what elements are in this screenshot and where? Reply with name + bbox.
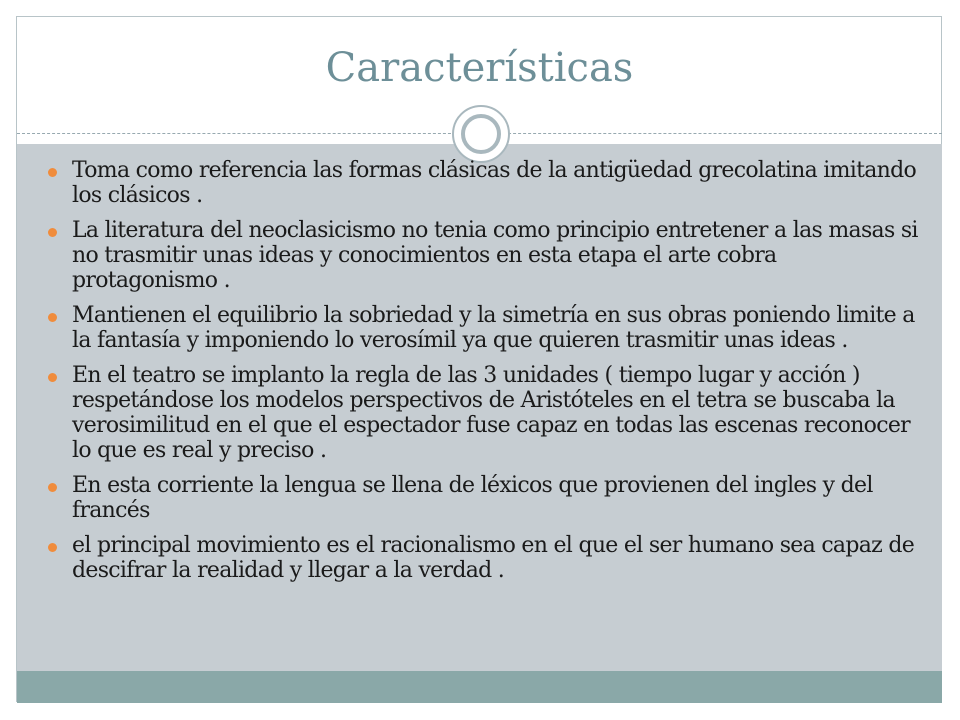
bullet-item: [48, 473, 918, 523]
ring-icon: [452, 105, 510, 163]
bullet-text: Mantienen el equilibrio la sobriedad y la simetría en sus obras poniendo limite a la fantasía y imponiendo lo verosímil ya que quieren trasmitir unas ideas .: [72, 303, 915, 353]
bullet-item: [48, 158, 918, 208]
bullet-text: En esta corriente la lengua se llena de léxicos que provienen del ingles y del francés: [72, 473, 873, 523]
bullet-text: Toma como referencia las formas clásicas de la antigüedad grecolatina imitando los clásicos .: [72, 158, 917, 208]
bullet-dot-icon: [48, 373, 57, 382]
bullet-dot-icon: [48, 228, 57, 237]
bullet-text: el principal movimiento es el racionalismo en el que el ser humano sea capaz de descifrar la realidad y llegar a la verdad .: [72, 533, 915, 583]
bullet-dot-icon: [48, 313, 57, 322]
bullet-list: [48, 158, 918, 593]
slide-title: Características: [325, 45, 634, 91]
bullet-item: [48, 363, 918, 463]
bullet-item: [48, 533, 918, 583]
footer-band: [17, 671, 942, 703]
bullet-item: [48, 303, 918, 353]
bullet-dot-icon: [48, 168, 57, 177]
bullet-dot-icon: [48, 543, 57, 552]
bullet-dot-icon: [48, 483, 57, 492]
bullet-text: En el teatro se implanto la regla de las 3 unidades ( tiempo lugar y acción ) respetándose los modelos perspectivos de Aristóteles en el tetra se buscaba la verosimilitud en el que el espectador fuse capaz en todas las escenas reconocer lo que es real y preciso .: [72, 363, 910, 463]
bullet-item: [48, 218, 918, 293]
bullet-text: La literatura del neoclasicismo no tenia como principio entretener a las masas si no trasmitir unas ideas y conocimientos en esta etapa el arte cobra protagonismo .: [72, 218, 918, 293]
